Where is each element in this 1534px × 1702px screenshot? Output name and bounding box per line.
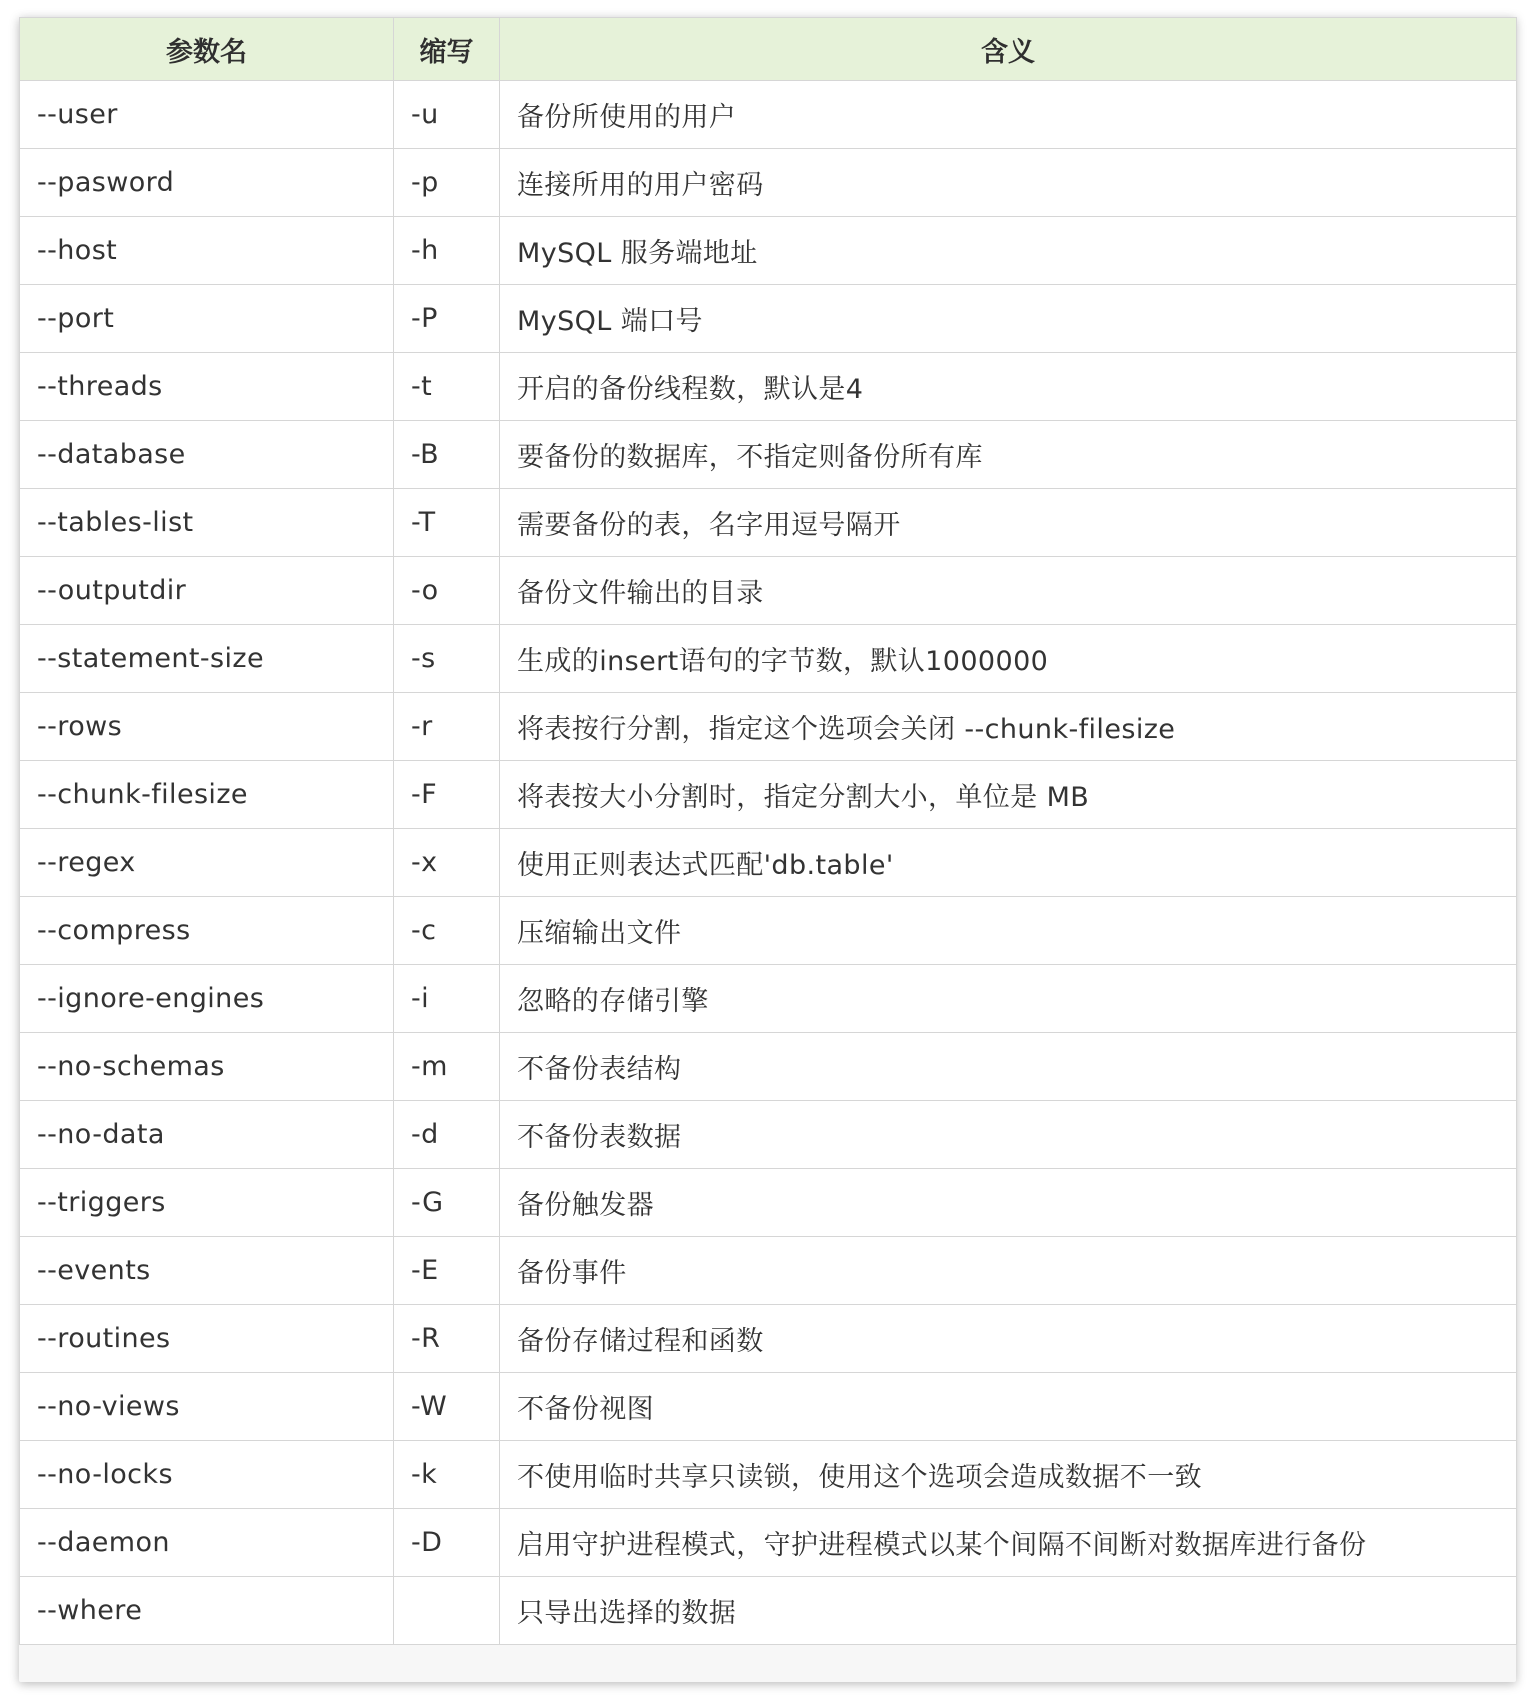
param-name-cell: --daemon xyxy=(20,1509,394,1577)
meaning-cell: 使用正则表达式匹配'db.table' xyxy=(500,829,1517,897)
parameter-table xyxy=(19,17,1517,1645)
meaning-cell: 备份文件输出的目录 xyxy=(500,557,1517,625)
meaning-cell: 备份事件 xyxy=(500,1237,1517,1305)
param-name-cell: --rows xyxy=(20,693,394,761)
table-row xyxy=(20,1577,1517,1645)
abbreviation-cell: -D xyxy=(394,1509,500,1577)
param-name-cell: --chunk-filesize xyxy=(20,761,394,829)
table-row xyxy=(20,557,1517,625)
meaning-cell: 不使用临时共享只读锁，使用这个选项会造成数据不一致 xyxy=(500,1441,1517,1509)
abbreviation-cell: -i xyxy=(394,965,500,1033)
abbreviation-cell: -T xyxy=(394,489,500,557)
param-name-cell: --host xyxy=(20,217,394,285)
header-abbreviation: 缩写 xyxy=(394,18,500,81)
table-row xyxy=(20,285,1517,353)
table-row xyxy=(20,81,1517,149)
table-row xyxy=(20,149,1517,217)
abbreviation-cell: -o xyxy=(394,557,500,625)
header-param-name: 参数名 xyxy=(20,18,394,81)
table-row xyxy=(20,693,1517,761)
table-row xyxy=(20,1373,1517,1441)
table-row xyxy=(20,1101,1517,1169)
param-name-cell: --no-locks xyxy=(20,1441,394,1509)
meaning-cell: 生成的insert语句的字节数，默认1000000 xyxy=(500,625,1517,693)
meaning-cell: 忽略的存储引擎 xyxy=(500,965,1517,1033)
param-name-cell: --no-data xyxy=(20,1101,394,1169)
meaning-cell: MySQL 端口号 xyxy=(500,285,1517,353)
abbreviation-cell: -k xyxy=(394,1441,500,1509)
table-row xyxy=(20,1509,1517,1577)
param-name-cell: --threads xyxy=(20,353,394,421)
table-row xyxy=(20,625,1517,693)
abbreviation-cell: -s xyxy=(394,625,500,693)
param-name-cell: --regex xyxy=(20,829,394,897)
param-name-cell: --compress xyxy=(20,897,394,965)
abbreviation-cell: -P xyxy=(394,285,500,353)
abbreviation-cell: -r xyxy=(394,693,500,761)
abbreviation-cell: -x xyxy=(394,829,500,897)
header-row xyxy=(20,18,1517,81)
abbreviation-cell: -p xyxy=(394,149,500,217)
abbreviation-cell: -h xyxy=(394,217,500,285)
meaning-cell: 启用守护进程模式，守护进程模式以某个间隔不间断对数据库进行备份 xyxy=(500,1509,1517,1577)
table-row xyxy=(20,421,1517,489)
abbreviation-cell: -E xyxy=(394,1237,500,1305)
param-name-cell: --pasword xyxy=(20,149,394,217)
table-row xyxy=(20,489,1517,557)
table-row xyxy=(20,897,1517,965)
meaning-cell: 将表按行分割，指定这个选项会关闭 --chunk-filesize xyxy=(500,693,1517,761)
abbreviation-cell: -B xyxy=(394,421,500,489)
table-row xyxy=(20,1033,1517,1101)
meaning-cell: 不备份视图 xyxy=(500,1373,1517,1441)
param-name-cell: --statement-size xyxy=(20,625,394,693)
abbreviation-cell: -R xyxy=(394,1305,500,1373)
meaning-cell: 备份存储过程和函数 xyxy=(500,1305,1517,1373)
table-row xyxy=(20,1169,1517,1237)
param-name-cell: --outputdir xyxy=(20,557,394,625)
param-name-cell: --routines xyxy=(20,1305,394,1373)
table-row xyxy=(20,1441,1517,1509)
param-name-cell: --triggers xyxy=(20,1169,394,1237)
table-header xyxy=(20,18,1517,81)
meaning-cell: 备份触发器 xyxy=(500,1169,1517,1237)
meaning-cell: 不备份表数据 xyxy=(500,1101,1517,1169)
param-name-cell: --user xyxy=(20,81,394,149)
param-name-cell: --tables-list xyxy=(20,489,394,557)
meaning-cell: 不备份表结构 xyxy=(500,1033,1517,1101)
meaning-cell: 要备份的数据库，不指定则备份所有库 xyxy=(500,421,1517,489)
table-row xyxy=(20,1305,1517,1373)
abbreviation-cell: -d xyxy=(394,1101,500,1169)
meaning-cell: 只导出选择的数据 xyxy=(500,1577,1517,1645)
table-row xyxy=(20,829,1517,897)
abbreviation-cell xyxy=(394,1577,500,1645)
abbreviation-cell: -u xyxy=(394,81,500,149)
param-name-cell: --database xyxy=(20,421,394,489)
abbreviation-cell: -W xyxy=(394,1373,500,1441)
meaning-cell: 压缩输出文件 xyxy=(500,897,1517,965)
param-name-cell: --where xyxy=(20,1577,394,1645)
table-row xyxy=(20,965,1517,1033)
param-name-cell: --port xyxy=(20,285,394,353)
table-row xyxy=(20,1237,1517,1305)
table-body xyxy=(20,81,1517,1645)
meaning-cell: MySQL 服务端地址 xyxy=(500,217,1517,285)
table-row xyxy=(20,761,1517,829)
abbreviation-cell: -F xyxy=(394,761,500,829)
meaning-cell: 备份所使用的用户 xyxy=(500,81,1517,149)
param-name-cell: --ignore-engines xyxy=(20,965,394,1033)
param-name-cell: --events xyxy=(20,1237,394,1305)
param-name-cell: --no-views xyxy=(20,1373,394,1441)
abbreviation-cell: -G xyxy=(394,1169,500,1237)
meaning-cell: 开启的备份线程数，默认是4 xyxy=(500,353,1517,421)
table-row xyxy=(20,217,1517,285)
meaning-cell: 将表按大小分割时，指定分割大小，单位是 MB xyxy=(500,761,1517,829)
abbreviation-cell: -m xyxy=(394,1033,500,1101)
table-card xyxy=(19,17,1516,1682)
meaning-cell: 连接所用的用户密码 xyxy=(500,149,1517,217)
table-row xyxy=(20,353,1517,421)
abbreviation-cell: -t xyxy=(394,353,500,421)
header-meaning: 含义 xyxy=(500,18,1517,81)
meaning-cell: 需要备份的表，名字用逗号隔开 xyxy=(500,489,1517,557)
param-name-cell: --no-schemas xyxy=(20,1033,394,1101)
abbreviation-cell: -c xyxy=(394,897,500,965)
